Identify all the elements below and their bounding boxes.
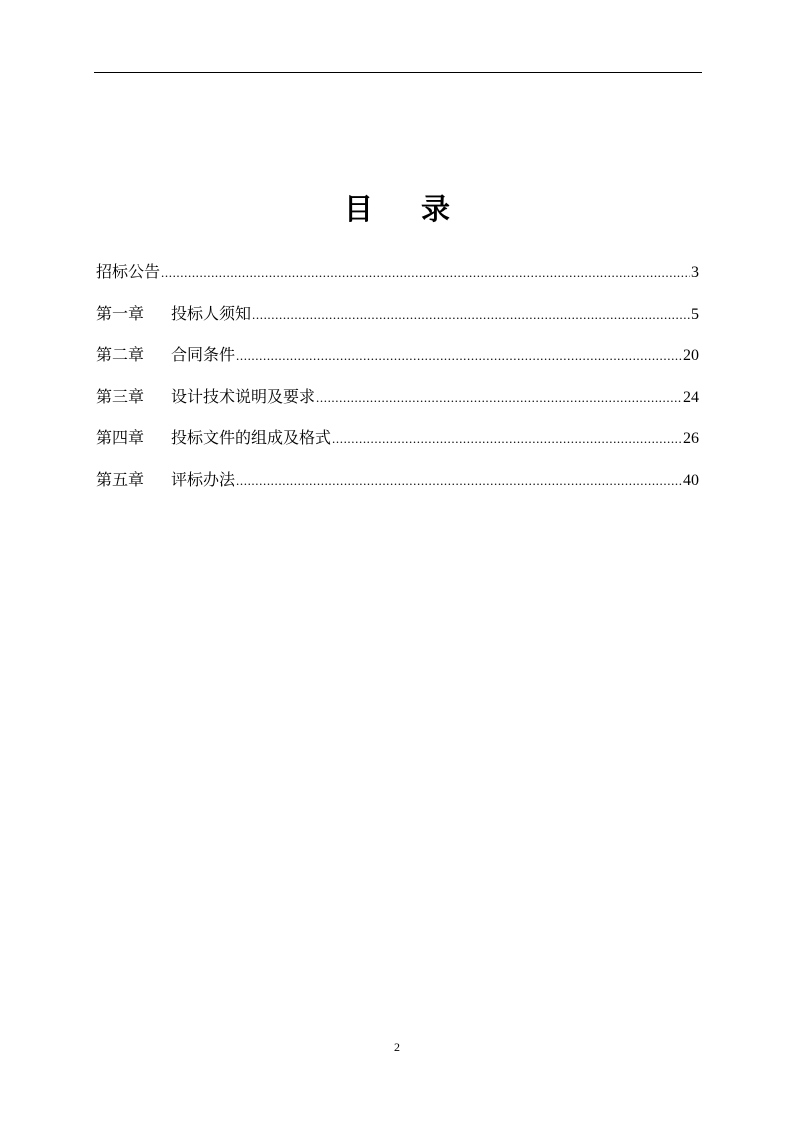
toc-chapter-number: 第三章: [96, 386, 145, 406]
toc-chapter-number: 第五章: [96, 469, 145, 489]
toc-entry-announcement[interactable]: [96, 258, 699, 300]
toc-page-number: 26: [683, 430, 699, 448]
toc-entry-label: 设计技术说明及要求: [171, 386, 316, 406]
toc-page-number: 20: [683, 347, 699, 365]
page-title: [0, 189, 794, 229]
header-rule: [94, 72, 702, 73]
toc-page-number: 24: [683, 388, 699, 406]
toc-entry-label: 投标文件的组成及格式: [171, 428, 332, 448]
footer-page-number: 2: [394, 1040, 400, 1054]
toc-dot-leader: [161, 259, 690, 287]
toc-entry-label: 招标公告: [96, 262, 161, 281]
toc-dot-leader: [332, 425, 682, 453]
title-char-1: 目: [343, 192, 373, 226]
toc-chapter-number: 第四章: [96, 428, 145, 448]
toc-dot-leader: [236, 342, 682, 370]
toc-page-number: 3: [691, 264, 699, 281]
toc-chapter-number: 第二章: [96, 345, 145, 365]
toc-entry-label: 合同条件: [171, 345, 236, 365]
toc-entry-chapter-1[interactable]: [96, 300, 699, 342]
toc-entry-label: 评标办法: [171, 469, 236, 489]
toc-page-number: 40: [683, 471, 699, 489]
toc-dot-leader: [316, 384, 682, 412]
toc-entry-label: 投标人须知: [171, 303, 252, 323]
toc-dot-leader: [236, 467, 682, 495]
toc-page-number: 5: [691, 305, 699, 323]
toc-chapter-number: 第一章: [96, 303, 145, 323]
toc-entry-chapter-2[interactable]: [96, 341, 699, 383]
toc-entry-chapter-3[interactable]: [96, 383, 699, 425]
toc-entry-chapter-4[interactable]: [96, 424, 699, 466]
toc-entry-chapter-5[interactable]: [96, 466, 699, 508]
toc-dot-leader: [252, 301, 690, 329]
title-char-2: 录: [421, 192, 451, 226]
table-of-contents: [96, 258, 699, 508]
